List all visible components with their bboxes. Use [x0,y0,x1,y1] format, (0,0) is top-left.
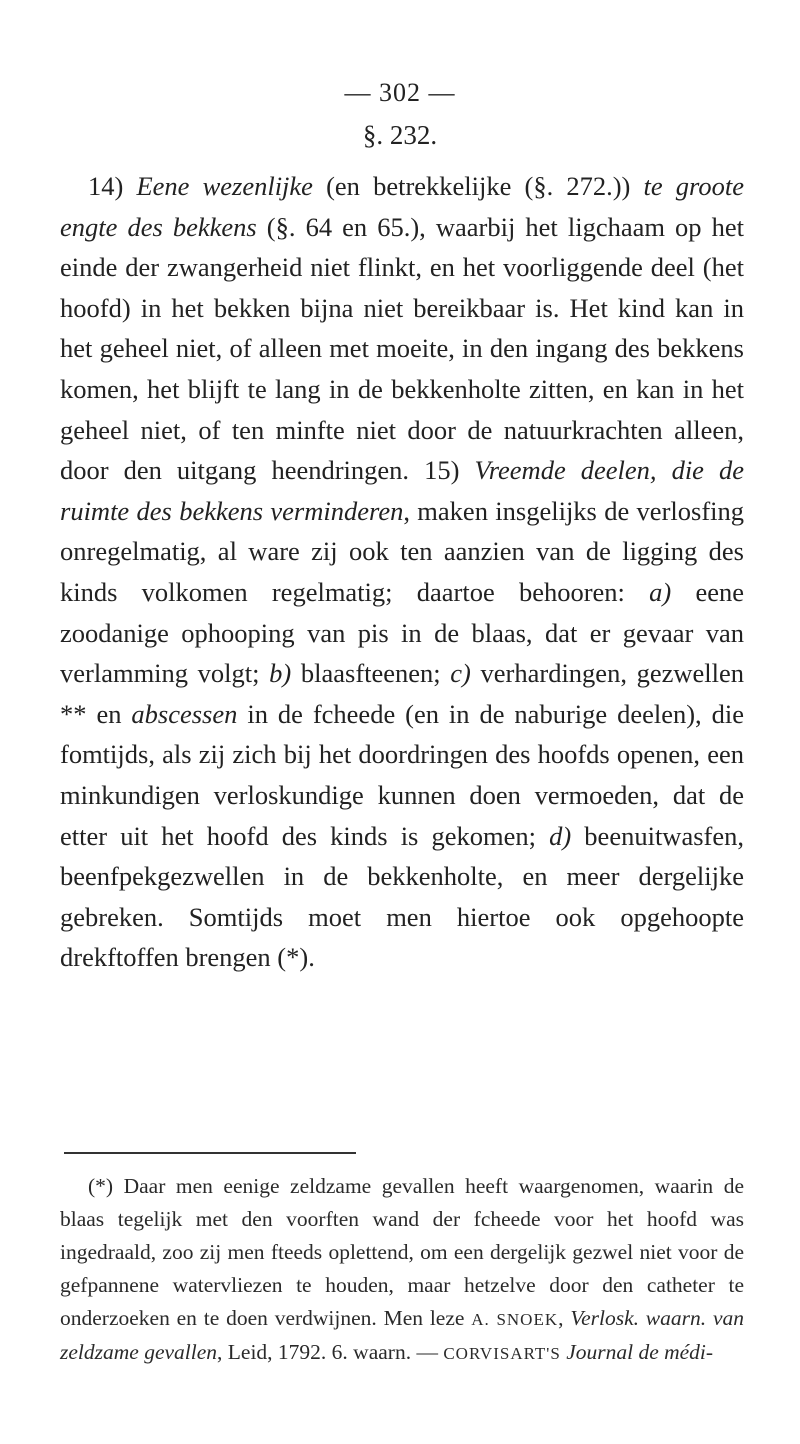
book-title: Journal de médi- [566,1340,714,1364]
text-span: (*) Daar men eenige zeldzame gevallen heeft waargenomen, waarin de blaas tegelijk met den voorften wand der fcheede voor het hoofd was ingedraald, zoo zij men fteeds oplettend, om een dergelijk gezwel niet voor de gefpannene watervliezen te houden, maar hetzelve door den catheter te onderzoeken en te doen verdwijnen. Men leze [60,1174,744,1330]
item-title: Eene wezenlijke [136,171,313,201]
text-span: , [558,1306,571,1330]
text-span: blaasfteenen; [291,658,451,689]
item-number: 15) [409,455,475,486]
page-number: — 302 — [344,78,456,107]
author-name: A. SNOEK [471,1310,559,1329]
text-span: in de fcheede (en in de naburige deelen), die fomtijds, als zij zich bij het doordringen des hoofds openen, een minkundigen verloskundige kunnen doen vermoeden, dat de etter uit het hoofd des kinds is gekomen; [60,698,744,851]
list-marker: b) [269,658,292,689]
emphasis: abscessen [131,698,238,729]
item-title: Vreemde deelen, die de ruimte des bekkens verminderen [60,455,745,526]
list-marker: d) [549,820,572,851]
text-span: , Leid, 1792. 6. waarn. — [217,1340,444,1364]
main-text [60,166,744,978]
author-name: CORVISART'S [443,1344,561,1363]
text-span: eene zoodanige ophooping van pis in de blaas, dat er gevaar van verlamming volgt; [60,576,744,689]
list-marker: a) [649,576,672,607]
footnote-divider [64,1152,356,1154]
text-span: beenuitwasfen, beenfpekgezwellen in de bekkenholte, en meer dergelijke gebreken. Somtijds moet men hiertoe ook opgehoopte drekftoffen brengen (*). [60,820,744,973]
book-title: Verlosk. waarn. van zeldzame gevallen [60,1306,744,1364]
text-span: verhardingen, gezwellen ** en [60,658,744,729]
section-heading: §. 232. [362,120,438,150]
footnote-paragraph [60,1170,744,1370]
footnote [60,1170,744,1370]
list-marker: c) [450,658,471,689]
text-span: (en betrekkelijke (§. 272.)) [312,171,644,201]
text-span: , maken insgelijks de verlosfing onregelmatig, al ware zij ook ten aanzien van de ligging des kinds volkomen regelmatig; daartoe behooren: [60,495,745,607]
paragraph [60,166,744,978]
item-title: te groote engte des bekkens [60,171,744,242]
item-number: 14) [88,171,137,201]
text-span: (§. 64 en 65.), waarbij het ligchaam op het einde der zwangerheid niet flinkt, en het voorliggende deel (het hoofd) in het bekken bijna niet bereikbaar is. Het kind kan in het geheel niet, of alleen met moeite, in den ingang des bekkens komen, het blijft te lang in de bekkenholte zitten, en kan in het geheel niet, of ten minfte niet door de natuurkrachten alleen, door den uitgang heendringen. [60,211,744,486]
